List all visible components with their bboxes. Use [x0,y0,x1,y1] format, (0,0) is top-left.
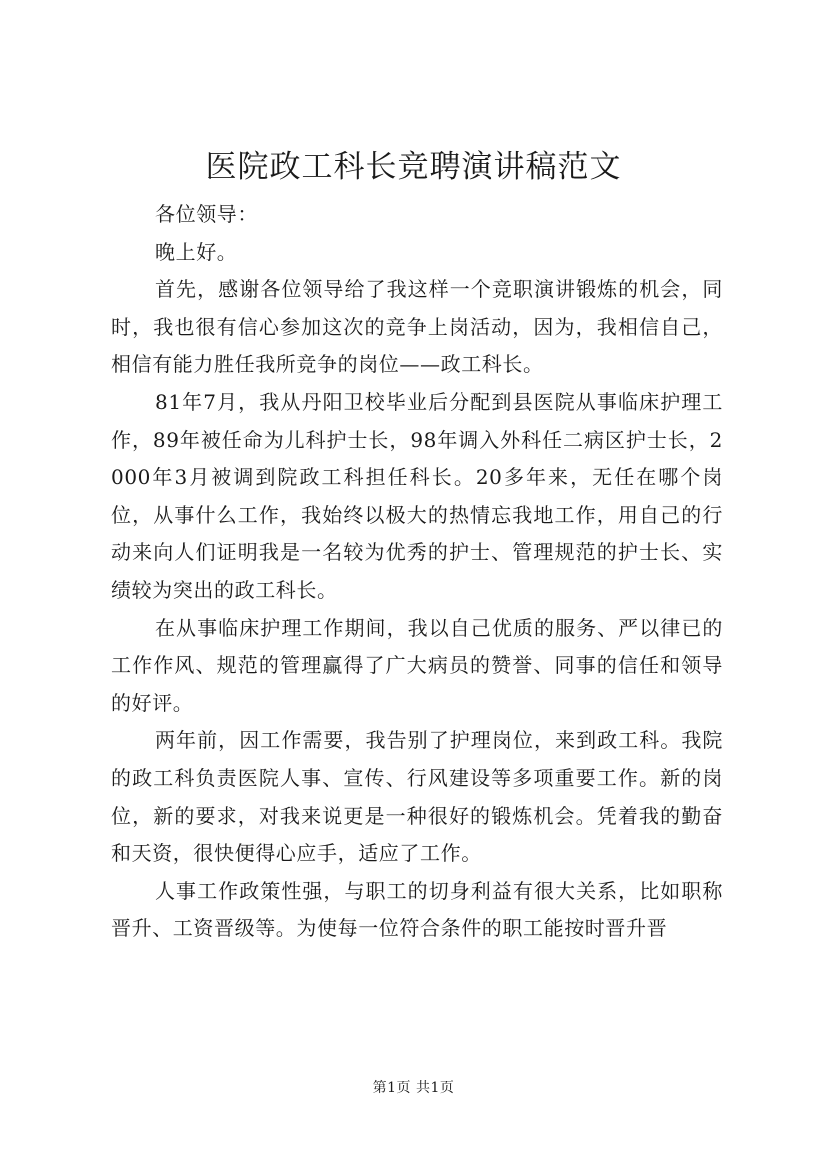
document-title: 医院政工科长竞聘演讲稿范文 [205,149,622,185]
paragraph-political-dept: 两年前，因工作需要，我告别了护理岗位，来到政工科。我院的政工科负责医院人事、宣传、行风建设等多项重要工作。新的岗位，新的要求，对我来说更是一种很好的锻炼机会。凭着我的勤奋和天资，很快便得心应手，适应了工作。 [111,728,723,866]
document-body [111,196,723,948]
paragraph-greeting: 各位领导： [155,202,258,226]
paragraph-nursing-work: 在从事临床护理工作期间，我以自己优质的服务、严以律已的工作作风、规范的管理赢得了广大病员的赞誉、同事的信任和领导的好评。 [111,615,723,715]
page-number-footer: 第1页 共1页 [372,1080,455,1096]
paragraph-career-history: 81年7月，我从丹阳卫校毕业后分配到县医院从事临床护理工作，89年被任命为儿科护士长，98年调入外科任二病区护士长，2000年3月被调到院政工科担任科长。20多年来，无任在哪个岗位，从事什么工作，我始终以极大的热情忘我地工作，用自己的行动来向人们证明我是一名较为优秀的护士、管理规范的护士长、实绩较为突出的政工科长。 [111,389,723,602]
paragraph-intro: 首先，感谢各位领导给了我这样一个竞职演讲锻炼的机会，同时，我也很有信心参加这次的竞争上岗活动，因为，我相信自己，相信有能力胜任我所竞争的岗位——政工科长。 [111,277,723,377]
paragraph-salutation: 晚上好。 [155,239,238,264]
paragraph-personnel-work: 人事工作政策性强，与职工的切身利益有很大关系，比如职称晋升、工资晋级等。为使每一位符合条件的职工能按时晋升晋 [111,878,723,941]
